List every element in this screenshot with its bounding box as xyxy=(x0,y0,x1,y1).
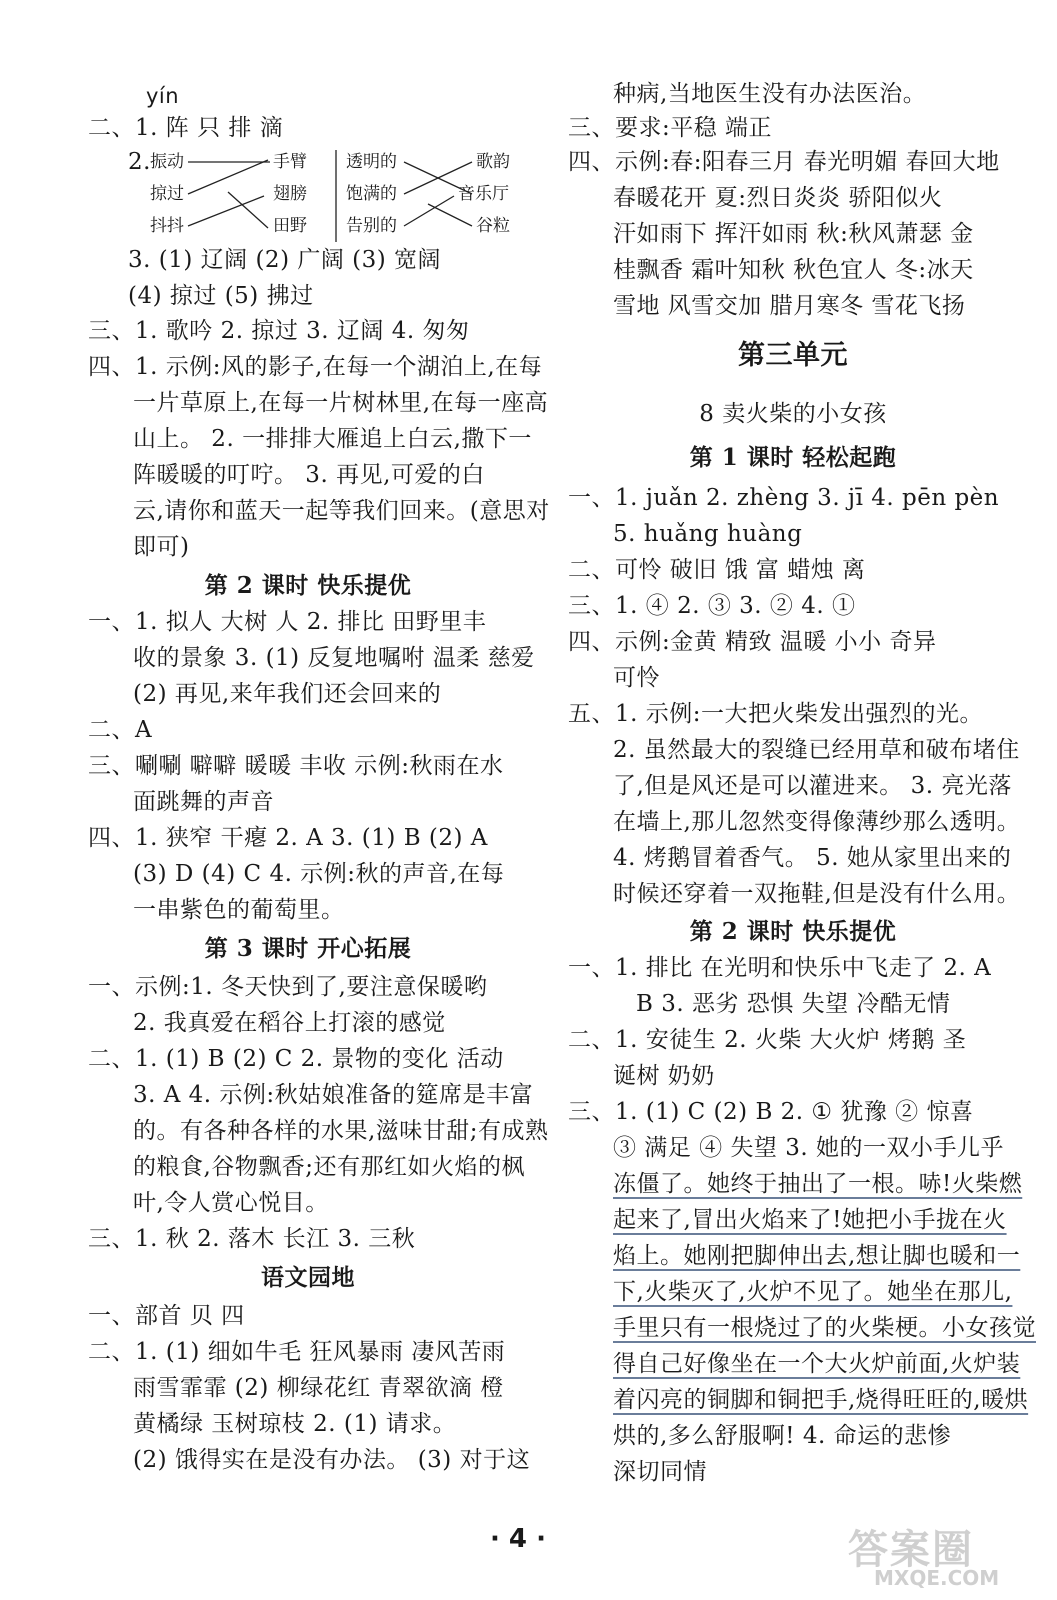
watermark-url: MXQE.COM xyxy=(874,1566,1000,1590)
a1-line-0: 一、1. juǎn 2. zhèng 3. jī 4. pēn pèn xyxy=(568,485,1000,511)
answer-4-line-5: 即可) xyxy=(133,534,190,560)
answer-2-3b: (4) 掠过 (5) 拂过 xyxy=(128,283,314,309)
match-number: 2. xyxy=(128,149,151,175)
b3-line-5: 下,火柴灭了,火炉不见了。她坐在那儿, xyxy=(613,1279,1013,1305)
watermark-logo xyxy=(848,1518,1038,1594)
a5-line-3: 在墙上,那儿忽然变得像薄纱那么透明。 xyxy=(613,809,1021,835)
a5-line-4: 4. 烤鹅冒着香气。 5. 她从家里出来的 xyxy=(613,845,1012,871)
b3-line-4: 焰上。她刚把脚伸出去,想让脚也暖和一 xyxy=(613,1243,1021,1269)
l3-2-line-1: 3. A 4. 示例:秋姑娘准备的筵席是丰富 xyxy=(133,1082,534,1108)
match-c-0: 透明的 xyxy=(346,152,397,172)
b3-line-8: 着闪亮的铜脚和铜把手,烧得旺旺的,暖烘 xyxy=(613,1387,1029,1413)
answer-4-line-4: 云,请你和蓝天一起等我们回来。(意思对 xyxy=(133,498,550,524)
match-b-1: 翅膀 xyxy=(273,184,307,204)
b1-line-1: B 3. 恶劣 恐惧 失望 冷酷无情 xyxy=(636,991,951,1017)
b3-line-6: 手里只有一根烧过了的火柴梗。小女孩觉 xyxy=(613,1315,1036,1341)
a5-line-1: 2. 虽然最大的裂缝已经用草和破布堵住 xyxy=(613,737,1020,763)
match-line-7 xyxy=(404,196,454,226)
match-a-0: 振动 xyxy=(150,152,184,172)
a3: 三、1. ④ 2. ③ 3. ② 4. ① xyxy=(568,593,856,619)
answer-2-3a: 3. (1) 辽阔 (2) 广阔 (3) 宽阔 xyxy=(128,247,442,273)
match-line-8 xyxy=(428,204,472,226)
a2: 二、可怜 破旧 饿 富 蜡烛 离 xyxy=(568,557,866,583)
answer-4-line-0: 四、1. 示例:风的影子,在每一个湖泊上,在每 xyxy=(88,354,543,380)
match-line-3 xyxy=(188,196,264,226)
match-b-0: 手臂 xyxy=(273,152,307,172)
garden-2-line-0: 二、1. (1) 细如牛毛 狂风暴雨 凄风苦雨 xyxy=(88,1339,506,1365)
r-answer-3: 三、要求:平稳 端正 xyxy=(568,115,773,141)
heading-lesson-1: 第 1 课时 轻松起跑 xyxy=(689,444,897,471)
garden-2-line-3: (2) 饿得实在是没有办法。 (3) 对于这 xyxy=(133,1447,531,1473)
r-answer-4-line-2: 汗如雨下 挥汗如雨 秋:秋风萧瑟 金 xyxy=(613,221,974,247)
l2-4-line-1: (3) D (4) C 4. 示例:秋的声音,在每 xyxy=(133,861,505,887)
a1-line-1: 5. huǎng huàng xyxy=(613,521,803,547)
match-b-2: 田野 xyxy=(273,216,307,236)
answer-4-line-2: 山上。 2. 一排排大雁追上白云,撒下一 xyxy=(133,426,532,452)
b2-line-0: 二、1. 安徒生 2. 火柴 大火炉 烤鹅 圣 xyxy=(568,1027,967,1053)
r-answer-4-line-4: 雪地 风雪交加 腊月寒冬 雪花飞扬 xyxy=(613,293,966,319)
r-answer-4-line-1: 春暖花开 夏:烈日炎炎 骄阳似火 xyxy=(613,185,943,211)
heading-lesson-2-right: 第 2 课时 快乐提优 xyxy=(689,918,897,945)
l3-2-line-2: 的。有各种各样的水果,滋味甘甜;有成熟 xyxy=(133,1118,549,1144)
matching-exercise xyxy=(88,148,528,244)
heading-lesson-2: 第 2 课时 快乐提优 xyxy=(204,572,412,599)
l2-1-line-0: 一、1. 拟人 大树 人 2. 排比 田野里丰 xyxy=(88,609,487,635)
b3-line-3: 起来了,冒出火焰来了!她把小手拢在火 xyxy=(613,1207,1007,1233)
garden-2-line-2: 黄橘绿 玉树琼枝 2. (1) 请求。 xyxy=(133,1411,457,1437)
l3-1-line-1: 2. 我真爱在稻谷上打滚的感觉 xyxy=(133,1010,446,1036)
answer-4-line-3: 阵暖暖的叮咛。 3. 再见,可爱的白 xyxy=(133,462,485,488)
a5-line-5: 时候还穿着一双拖鞋,但是没有什么用。 xyxy=(613,881,1021,907)
answer-4-line-1: 一片草原上,在每一片树林里,在每一座高 xyxy=(133,390,549,416)
l2-3-line-1: 面跳舞的声音 xyxy=(133,789,274,815)
b3-line-9: 烘的,多么舒服啊! 4. 命运的悲惨 xyxy=(613,1423,952,1449)
b3-line-2: 冻僵了。她终于抽出了一根。哧!火柴燃 xyxy=(613,1171,1023,1197)
a4-line-1: 可怜 xyxy=(613,665,660,691)
lesson-title: 8 卖火柴的小女孩 xyxy=(699,401,887,427)
l3-2-line-0: 二、1. (1) B (2) C 2. 景物的变化 活动 xyxy=(88,1046,504,1072)
match-c-1: 饱满的 xyxy=(346,184,397,204)
b3-line-0: 三、1. (1) C (2) B 2. ① 犹豫 ② 惊喜 xyxy=(568,1099,974,1125)
heading-chinese-garden: 语文园地 xyxy=(261,1264,355,1291)
l2-3-line-0: 三、唰唰 噼噼 暖暖 丰收 示例:秋雨在水 xyxy=(88,753,504,779)
l3-2-line-3: 的粮食,谷物飘香;还有那红如火焰的枫 xyxy=(133,1154,526,1180)
b2-line-1: 诞树 奶奶 xyxy=(613,1063,715,1089)
b1-line-0: 一、1. 排比 在光明和快乐中飞走了 2. A xyxy=(568,955,992,981)
l2-1-line-2: (2) 再见,来年我们还会回来的 xyxy=(133,681,442,707)
a5-line-2: 了,但是风还是可以灌进来。 3. 亮光落 xyxy=(613,773,1012,799)
match-c-2: 告别的 xyxy=(346,216,397,236)
l2-1-line-1: 收的景象 3. (1) 反复地嘱咐 温柔 慈爱 xyxy=(133,645,535,671)
watermark-main: 答案圈 xyxy=(848,1527,974,1573)
heading-lesson-3: 第 3 课时 开心拓展 xyxy=(204,935,412,962)
answer-3: 三、1. 歌吟 2. 掠过 3. 辽阔 4. 匆匆 xyxy=(88,318,470,344)
l3-1-line-0: 一、示例:1. 冬天快到了,要注意保暖哟 xyxy=(88,974,488,1000)
l2-4-line-2: 一串紫色的葡萄里。 xyxy=(133,897,345,923)
match-a-2: 抖抖 xyxy=(150,216,184,236)
carryover-line: 种病,当地医生没有办法医治。 xyxy=(613,81,927,107)
b3-line-10: 深切同情 xyxy=(613,1459,707,1485)
b3-line-7: 得自己好像坐在一个大火炉前面,火炉装 xyxy=(613,1351,1021,1377)
r-answer-4-line-3: 桂飘香 霜叶知秋 秋色宜人 冬:冰天 xyxy=(613,257,974,283)
garden-1: 一、部首 贝 四 xyxy=(88,1303,245,1329)
pinyin-yin: yín xyxy=(146,84,180,108)
match-d-2: 谷粒 xyxy=(476,216,510,236)
answer-2-1: 二、1. 阵 只 排 滴 xyxy=(88,115,284,141)
match-d-0: 歌韵 xyxy=(476,152,510,172)
matching-lines xyxy=(88,148,528,244)
match-a-1: 掠过 xyxy=(150,184,184,204)
a5-line-0: 五、1. 示例:一大把火柴发出强烈的光。 xyxy=(568,701,984,727)
l2-4-line-0: 四、1. 狭窄 干瘪 2. A 3. (1) B (2) A xyxy=(88,825,488,851)
r-answer-4-line-0: 四、示例:春:阳春三月 春光明媚 春回大地 xyxy=(568,149,1000,175)
a4-line-0: 四、示例:金黄 精致 温暖 小小 奇异 xyxy=(568,629,937,655)
match-line-2 xyxy=(188,160,268,194)
l2-2: 二、A xyxy=(88,717,153,743)
garden-2-line-1: 雨雪霏霏 (2) 柳绿花红 青翠欲滴 橙 xyxy=(133,1375,504,1401)
page-number: · 4 · xyxy=(490,1524,546,1554)
match-d-1: 音乐厅 xyxy=(458,184,509,204)
l3-3: 三、1. 秋 2. 落木 长江 3. 三秋 xyxy=(88,1226,416,1252)
l3-2-line-4: 叶,令人赏心悦目。 xyxy=(133,1190,329,1216)
b3-line-1: ③ 满足 ④ 失望 3. 她的一双小手儿乎 xyxy=(613,1135,1004,1161)
unit-title: 第三单元 xyxy=(738,340,848,371)
